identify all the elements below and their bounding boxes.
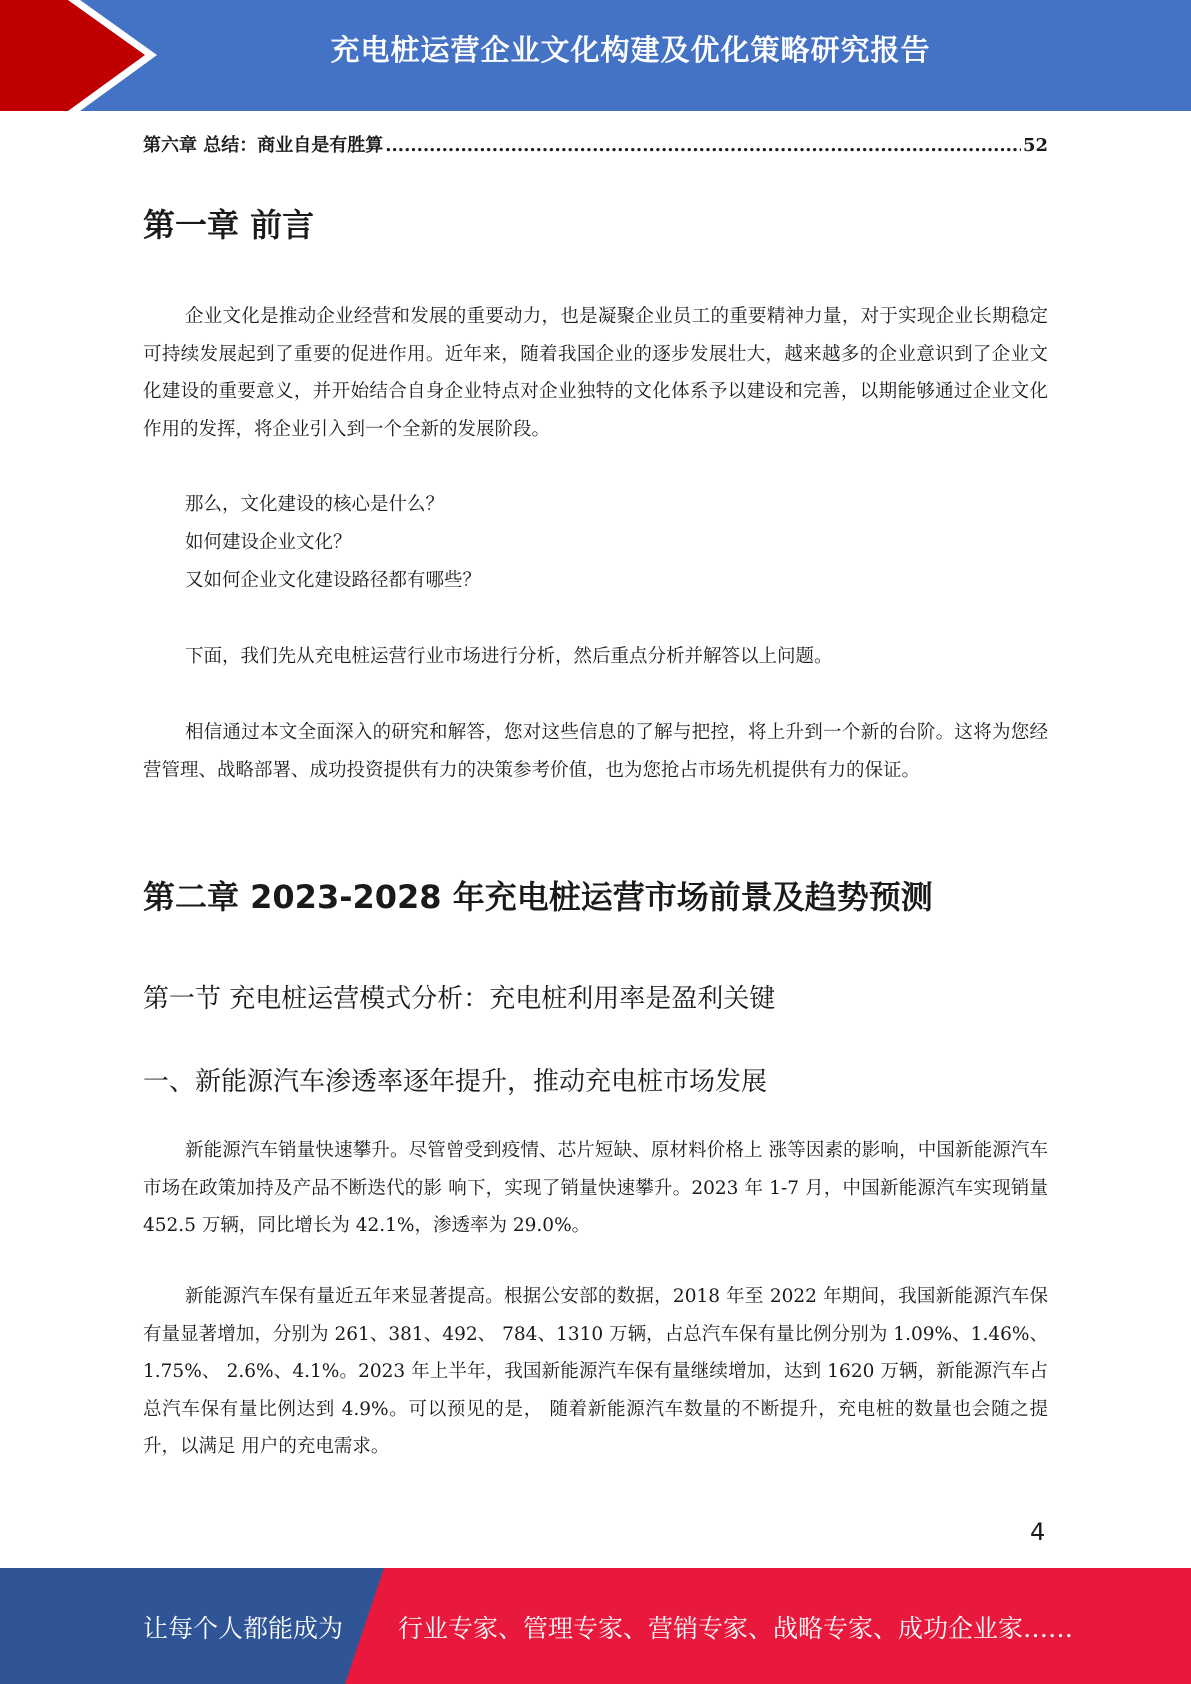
question-3: 又如何企业文化建设路径都有哪些？ xyxy=(185,570,482,591)
question-2: 如何建设企业文化？ xyxy=(185,532,352,553)
chapter-2-heading: 第二章 2023-2028 年充电桩运营市场前景及趋势预测 xyxy=(143,878,933,916)
header-banner xyxy=(0,0,1191,111)
subsection-1-heading: 一、新能源汽车渗透率逐年提升，推动充电桩市场发展 xyxy=(143,1067,768,1097)
question-1: 那么，文化建设的核心是什么？ xyxy=(185,494,445,515)
toc-page-number: 52 xyxy=(1022,135,1048,156)
footer-banner xyxy=(0,1568,1191,1684)
chapter-2-paragraph-2: 新能源汽车保有量近五年来显著提高。根据公安部的数据，2018 年至 2022 年期间，我国新能源汽车保有量显著增加，分别为 261、381、492、 784、1310 万辆，占总汽车保有量比例分别为 1.09%、1.46%、1.75%、 2.6%、4.1%。2023 年上半年，我国新能源汽车保有量继续增加，达到 1620 万辆，新能源汽车占总汽车保有量比例达到 4.9%。可以预见的是， 随着新能源汽车数量的不断提升，充电桩的数量也会随之提升，以满足 用户的充电需求。 xyxy=(143,1286,1048,1457)
toc-entry-label: 第六章 总结：商业自是有胜算 xyxy=(143,135,384,156)
toc-leader-dots xyxy=(385,135,1021,156)
chapter-1-paragraph-3: 相信通过本文全面深入的研究和解答，您对这些信息的了解与把控，将上升到一个新的台阶。这将为您经营管理、战略部署、成功投资提供有力的决策参考价值，也为您抢占市场先机提供有力的保证。 xyxy=(143,722,1048,781)
toc-entry[interactable] xyxy=(143,131,1048,157)
chapter-1-heading: 第一章 前言 xyxy=(143,206,315,244)
section-1-heading: 第一节 充电桩运营模式分析：充电桩利用率是盈利关键 xyxy=(143,984,776,1014)
footer-slogan-right: 行业专家、管理专家、营销专家、战略专家、成功企业家…… xyxy=(398,1614,1074,1643)
chapter-1-paragraph-1: 企业文化是推动企业经营和发展的重要动力，也是凝聚企业员工的重要精神力量，对于实现企业长期稳定可持续发展起到了重要的促进作用。近年来，随着我国企业的逐步发展壮大，越来越多的企业意识到了企业文化建设的重要意义，并开始结合自身企业特点对企业独特的文化体系予以建设和完善，以期能够通过企业文化作用的发挥，将企业引入到一个全新的发展阶段。 xyxy=(143,306,1048,440)
footer-slogan-left: 让每个人都能成为 xyxy=(143,1614,344,1643)
chapter-1-paragraph-2: 下面，我们先从充电桩运营行业市场进行分析，然后重点分析并解答以上问题。 xyxy=(185,646,833,667)
chapter-2-paragraph-1: 新能源汽车销量快速攀升。尽管曾受到疫情、芯片短缺、原材料价格上 涨等因素的影响，中国新能源汽车市场在政策加持及产品不断迭代的影 响下，实现了销量快速攀升。2023 年 1-7 月，中国新能源汽车实现销量 452.5 万辆，同比增长为 42.1%，渗透率为 29.0%。 xyxy=(143,1140,1048,1236)
document-title: 充电桩运营企业文化构建及优化策略研究报告 xyxy=(330,33,931,67)
page-number: 4 xyxy=(1030,1518,1046,1546)
